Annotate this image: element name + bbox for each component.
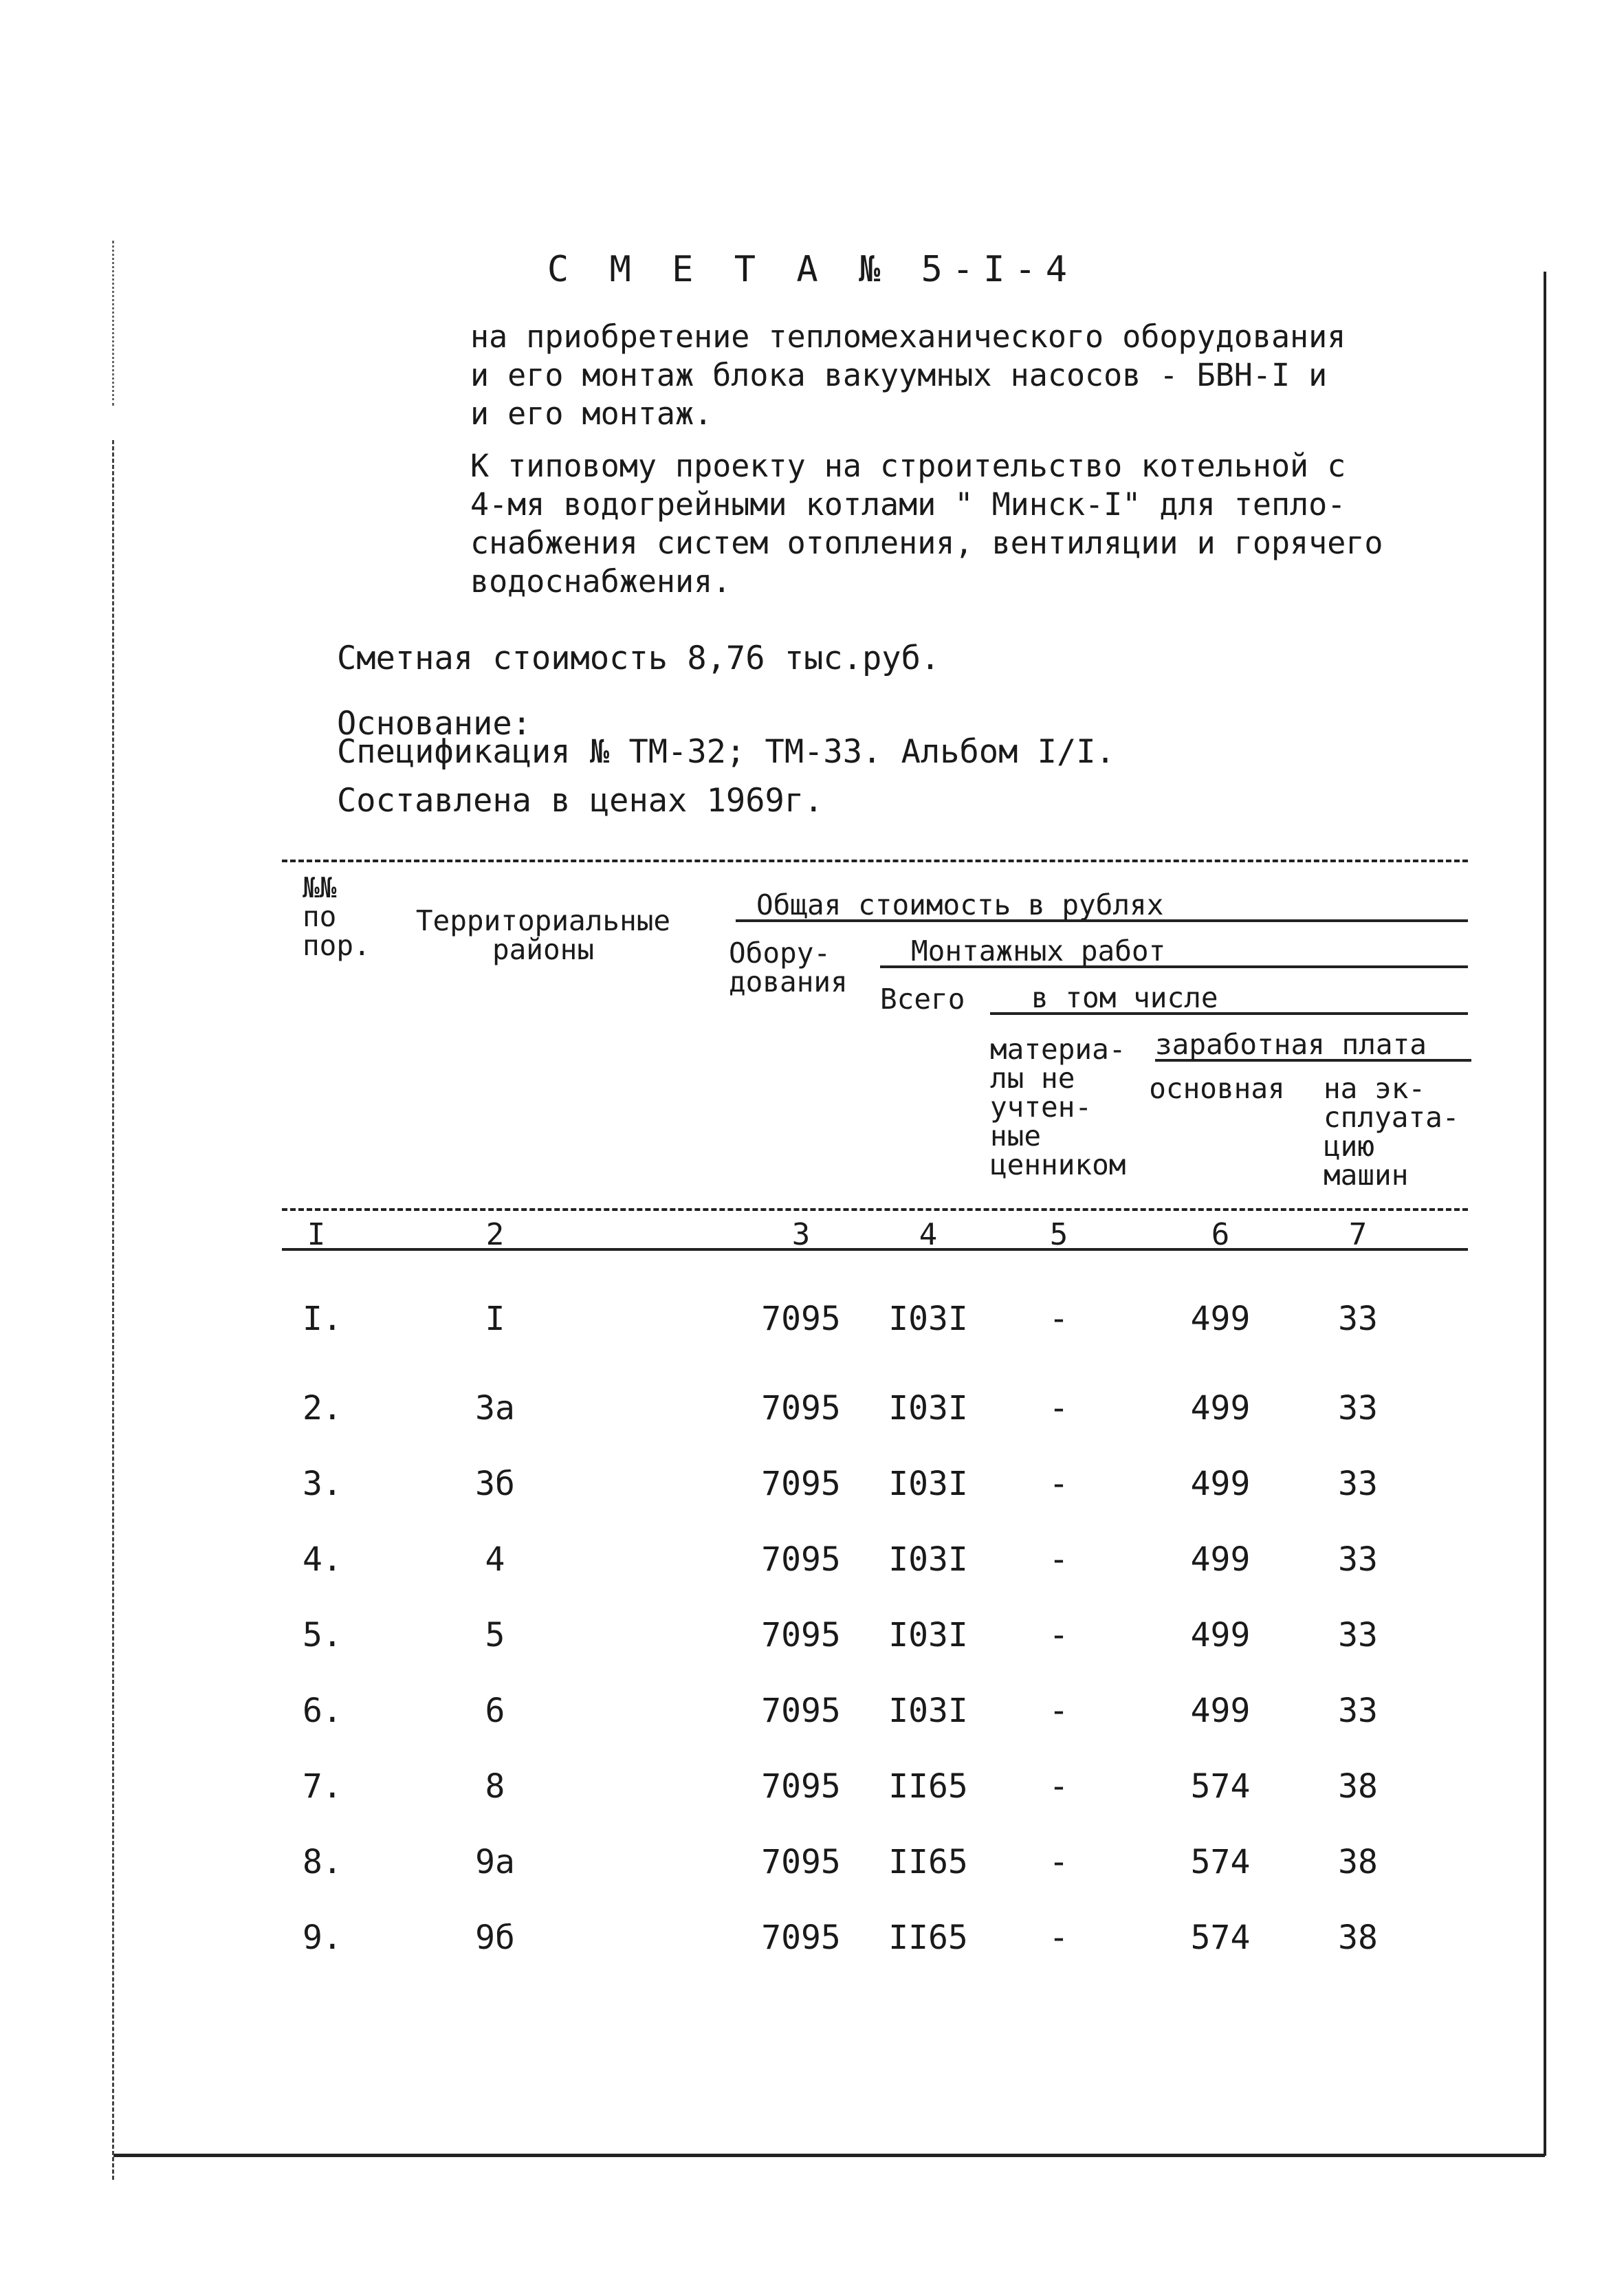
row-region: 9б (475, 1918, 515, 1957)
row-region: 5 (485, 1616, 505, 1654)
row-wages-machines: 33 (1338, 1540, 1378, 1579)
row-wages-machines: 33 (1338, 1616, 1378, 1654)
row-equipment: 7095 (761, 1692, 841, 1730)
header-installation: Монтажных работ (880, 937, 1468, 968)
row-installation-total: II65 (888, 1767, 968, 1806)
row-region: 6 (485, 1692, 505, 1730)
row-wages-basic: 499 (1190, 1616, 1251, 1654)
row-wages-machines: 33 (1338, 1389, 1378, 1428)
row-equipment: 7095 (761, 1300, 841, 1338)
row-equipment: 7095 (761, 1389, 841, 1428)
row-installation-total: I03I (888, 1389, 968, 1428)
row-installation-total: I03I (888, 1300, 968, 1338)
column-number: 7 (1348, 1217, 1368, 1252)
row-installation-total: II65 (888, 1918, 968, 1957)
page-title: С М Е Т А № 5-I-4 (547, 249, 1077, 290)
header-region: Территориальные районы (415, 904, 671, 966)
row-materials: - (1049, 1389, 1069, 1428)
row-wages-machines: 33 (1338, 1300, 1378, 1338)
column-number: 6 (1211, 1217, 1230, 1252)
row-region: 3а (475, 1389, 515, 1428)
row-equipment: 7095 (761, 1918, 841, 1957)
row-wages-basic: 499 (1190, 1389, 1251, 1428)
column-number: 5 (1049, 1217, 1068, 1252)
row-wages-basic: 499 (1190, 1540, 1251, 1579)
row-wages-machines: 38 (1338, 1918, 1378, 1957)
right-border-line (1544, 272, 1546, 2156)
row-materials: - (1049, 1692, 1069, 1730)
header-equipment: Обору- дования (729, 937, 848, 998)
row-wages-basic: 574 (1190, 1843, 1251, 1881)
row-equipment: 7095 (761, 1465, 841, 1503)
column-number: 4 (919, 1217, 938, 1252)
row-region: 4 (485, 1540, 505, 1579)
row-wages-machines: 33 (1338, 1692, 1378, 1730)
basis-text: Спецификация № ТМ-32; ТМ-33. Альбом I/I. (337, 733, 1115, 771)
row-materials: - (1049, 1465, 1069, 1503)
row-number: 6. (303, 1692, 342, 1730)
row-region: 9а (475, 1843, 515, 1881)
column-number: 3 (791, 1217, 811, 1252)
row-materials: - (1049, 1843, 1069, 1881)
row-number: I. (303, 1300, 342, 1338)
row-equipment: 7095 (761, 1767, 841, 1806)
row-installation-total: I03I (888, 1692, 968, 1730)
row-number: 3. (303, 1465, 342, 1503)
row-installation-total: II65 (888, 1843, 968, 1881)
header-total: Всего (880, 983, 965, 1016)
header-wages: заработная плата (1155, 1030, 1471, 1062)
row-materials: - (1049, 1300, 1069, 1338)
row-region: 8 (485, 1767, 505, 1806)
table-top-rule (282, 860, 1468, 862)
project-reference: К типовому проекту на строительство котельной с 4-мя водогрейными котлами " Минск-I" для тепло- снабжения систем отопления, вентиляции и горячего водоснабжения. (470, 448, 1383, 600)
header-basic: основная (1149, 1072, 1285, 1105)
row-wages-machines: 38 (1338, 1767, 1378, 1806)
row-number: 8. (303, 1843, 342, 1881)
column-number: I (307, 1217, 326, 1252)
row-installation-total: I03I (888, 1616, 968, 1654)
row-number: 2. (303, 1389, 342, 1428)
row-wages-basic: 499 (1190, 1300, 1251, 1338)
row-number: 4. (303, 1540, 342, 1579)
row-materials: - (1049, 1616, 1069, 1654)
row-installation-total: I03I (888, 1465, 968, 1503)
left-margin-line (112, 440, 114, 2180)
row-materials: - (1049, 1918, 1069, 1957)
row-number: 9. (303, 1918, 342, 1957)
row-materials: - (1049, 1540, 1069, 1579)
row-equipment: 7095 (761, 1843, 841, 1881)
bottom-border-line (113, 2154, 1545, 2157)
row-wages-basic: 499 (1190, 1692, 1251, 1730)
row-wages-basic: 574 (1190, 1767, 1251, 1806)
header-total-cost: Общая стоимость в рублях (736, 890, 1468, 922)
row-region: 3б (475, 1465, 515, 1503)
column-number: 2 (485, 1217, 505, 1252)
estimated-cost: Сметная стоимость 8,76 тыс.руб. (337, 639, 941, 677)
basis-label: Основание: (337, 705, 531, 743)
row-installation-total: I03I (888, 1540, 968, 1579)
column-number-rule (282, 1248, 1468, 1251)
price-level: Составлена в ценах 1969г. (337, 782, 824, 820)
estimate-description: на приобретение тепломеханического оборудования и его монтаж блока вакуумных насосов - БВН-I и и его монтаж. (470, 318, 1346, 432)
header-number: №№ по пор. (303, 871, 371, 962)
row-wages-basic: 574 (1190, 1918, 1251, 1957)
row-wages-basic: 499 (1190, 1465, 1251, 1503)
header-bottom-rule (282, 1208, 1468, 1211)
header-machines: на эк- сплуата- цию машин (1324, 1072, 1460, 1192)
header-including: в том числе (990, 983, 1468, 1015)
row-wages-machines: 38 (1338, 1843, 1378, 1881)
row-equipment: 7095 (761, 1540, 841, 1579)
row-equipment: 7095 (761, 1616, 841, 1654)
row-wages-machines: 33 (1338, 1465, 1378, 1503)
row-number: 5. (303, 1616, 342, 1654)
header-materials: материа- лы не учтен- ные ценником (990, 1033, 1126, 1181)
row-materials: - (1049, 1767, 1069, 1806)
row-number: 7. (303, 1767, 342, 1806)
row-region: I (485, 1300, 505, 1338)
